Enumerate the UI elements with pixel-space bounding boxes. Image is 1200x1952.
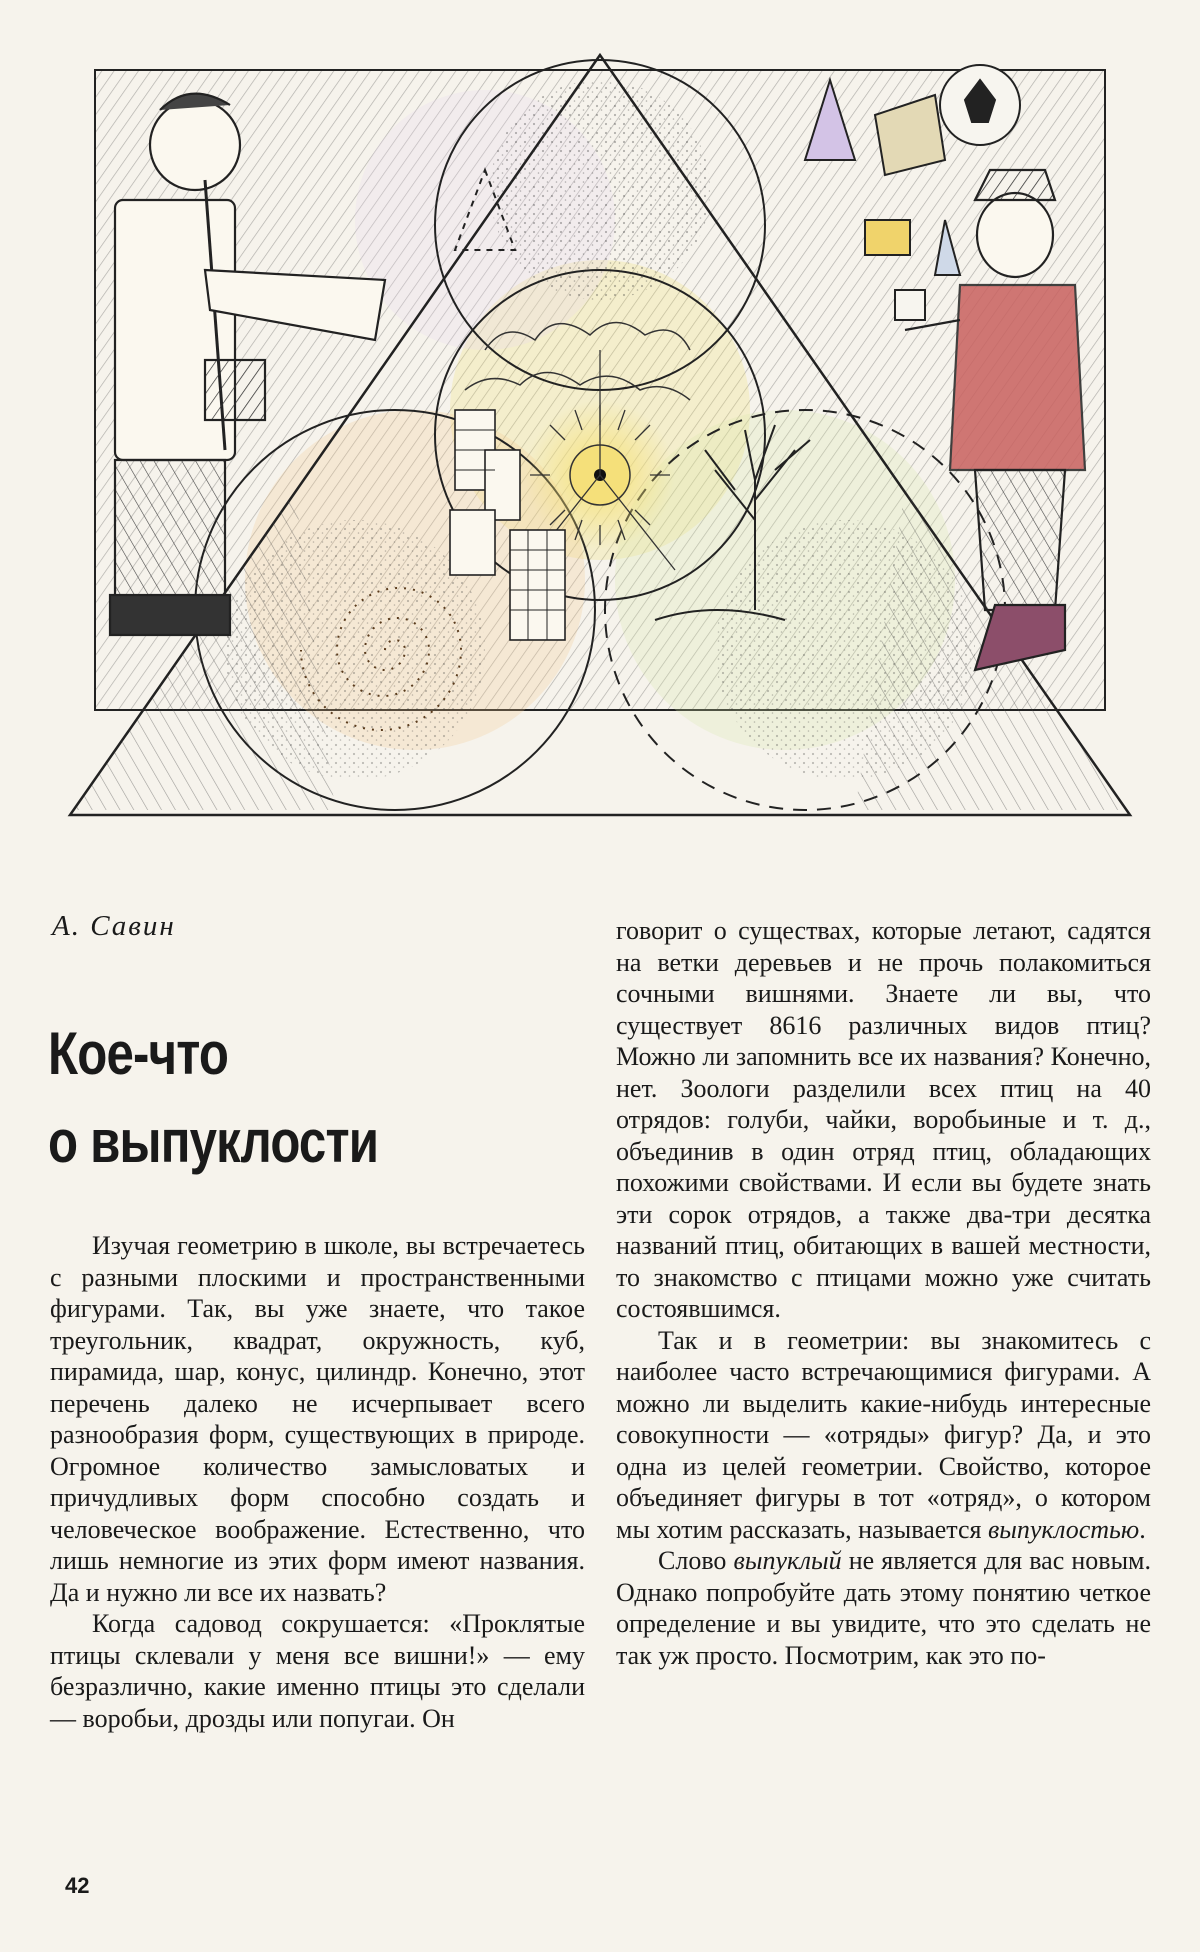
paragraph <box>616 1325 1151 1546</box>
title-line-2: о выпуклости <box>48 1108 379 1175</box>
paragraph-text: Так и в геометрии: вы знакомитесь с наиболее часто встречающимися фигурами. А можно ли выделить какие-нибудь интересные совокупности — «отряды» фигур? Да, и это одна из целей геометрии. Свойство, которое объединяет фигуры в тот «отряд», о котором мы хотим рассказать, называется <box>616 1325 1151 1544</box>
term-convexity: выпуклостью <box>987 1514 1140 1544</box>
header-illustration <box>55 50 1145 820</box>
paragraph-continued: говорит о существах, которые летают, садятся на ветки деревьев и не прочь полакомиться сочными вишнями. Знаете ли вы, что существует 8616 различных видов птиц? Можно ли запомнить все их названия? Конечно, нет. Зоологи разделили всех птиц на 40 отрядов: голуби, чайки, воробьиные и т. д., объединив в один отряд птиц, обладающих похожими свойствами. И если вы будете знать эти сорок отрядов, а также два-три десятка названий птиц, обитающих в вашей местности, то знакомство с птицами можно уже считать состоявшимся. <box>616 916 1151 1323</box>
article-author: А. Савин <box>52 910 176 942</box>
article-title <box>48 1010 474 1186</box>
page-number: 42 <box>65 1873 90 1898</box>
paragraph-end: . <box>1139 1514 1146 1544</box>
term-convex: выпуклый <box>733 1546 842 1575</box>
paragraph-text: не является для вас новым. Однако попробуйте дать этому понятию четкое определение и вы увидите, что это сделать не так уж просто. Посмотрим, как это по- <box>616 1546 1151 1670</box>
paragraph: Изучая геометрию в школе, вы встречаетесь с разными плоскими и пространственными фигурами. Так, вы уже знаете, что такое треугольник, квадрат, окружность, куб, пирамида, шар, конус, цилиндр. Конечно, этот перечень далеко не исчерпывает всего разнообразия форм, существующих в природе. Огромное количество замысловатых и причудливых форм способно создать и человеческое воображение. Естественно, что лишь немногие из этих форм имеют названия. Да и нужно ли все их назвать? <box>50 1231 585 1607</box>
title-line-1: Кое-что <box>48 1020 229 1087</box>
paragraph-text: Слово <box>658 1546 734 1575</box>
paragraph <box>616 1545 1151 1671</box>
left-column <box>50 1230 585 1734</box>
paragraph: Когда садовод сокрушается: «Проклятые птицы склевали у меня все вишни!» — ему безразлично, какие именно птицы это сделали — воробьи, дрозды или попугаи. Он <box>50 1609 585 1733</box>
right-column <box>616 915 1151 1671</box>
